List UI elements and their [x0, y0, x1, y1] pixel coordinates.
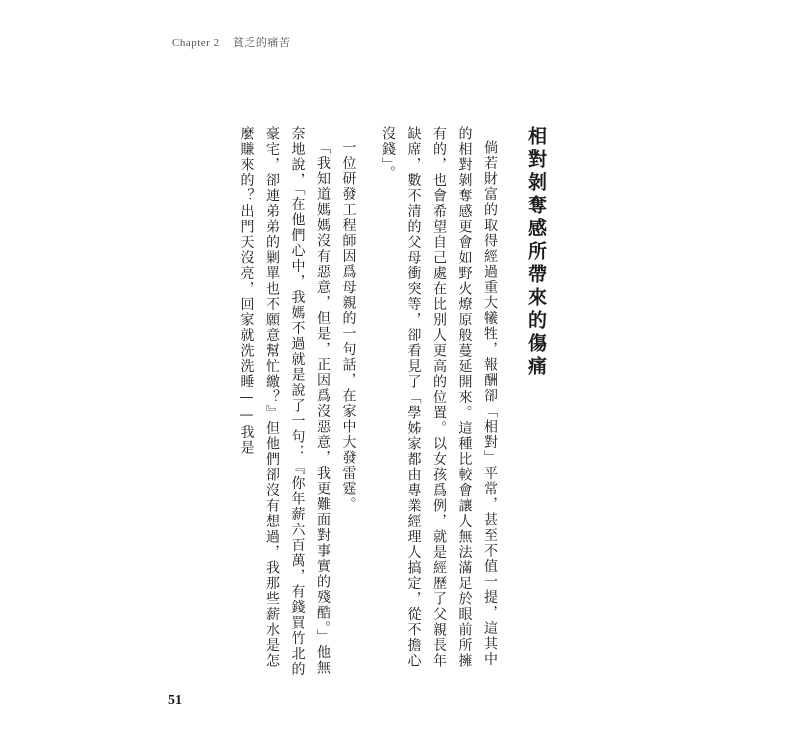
chapter-number: Chapter 2: [172, 37, 220, 49]
paragraph-engineer-quote: 「我知道媽媽沒有惡意，但是，正因爲沒惡意，我更難面對事實的殘酷。」他無奈地說，「在他們心中，我媽不過就是說了一句：『你年薪六百萬，有錢買竹北的豪宅，卻連弟弟的剿單也不願意幫忙繳？』但他們卻沒有想過，我那些薪水是怎麼賺來的？出門天沒亮，回家就洗洗睡——我是: [238, 126, 331, 677]
vertical-text-block: [222, 126, 550, 681]
page-number: 51: [168, 693, 182, 708]
running-header: [172, 34, 290, 50]
section-heading: 相對剝奪感所帶來的傷痛: [525, 126, 547, 379]
paragraph-engineer-intro: 一位研發工程師因爲母親的一句話，在家中大發雷霆。: [340, 140, 357, 512]
chapter-title: 貧乏的痛苦: [232, 37, 291, 49]
paragraph-relative-deprivation: 倘若財富的取得經過重大犧牲，報酬卻「相對」平常，甚至不值一提，這其中的相對剝奪感更會如野火燎原般蔓延開來。這種比較會讓人無法滿足於眼前所擁有的，也會希望自己處在比別人更高的位置。以女孩爲例，就是經歷了父親長年缺席，數不清的父母衝突等，卻看見了「學姊家都由專業經理人搞定，從不擔心沒錢」。: [380, 126, 498, 669]
